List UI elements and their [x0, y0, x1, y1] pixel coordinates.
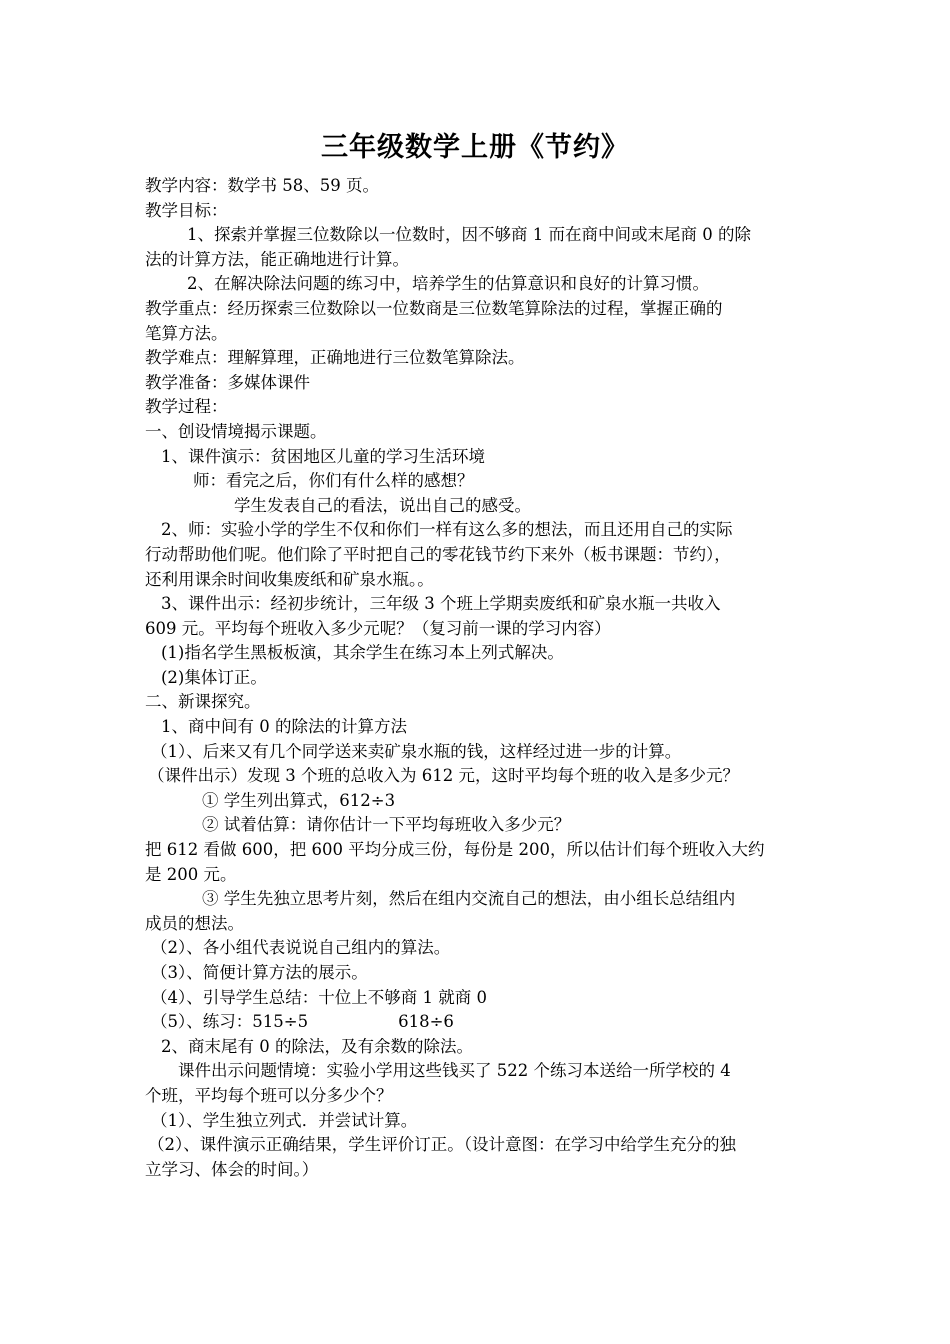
text-line: 1、探索并掌握三位数除以一位数时，因不够商 1 而在商中间或末尾商 0 的除	[187, 225, 751, 245]
text-line: 教学准备：多媒体课件	[145, 372, 310, 392]
text-line: 教学重点：经历探索三位数除以一位数商是三位数笔算除法的过程，掌握正确的	[145, 298, 723, 318]
exercise-1: （5）、练习：515÷5	[151, 1012, 309, 1032]
text-line: 个班，平均每个班可以分多少个？	[145, 1085, 393, 1105]
text-line: 2、在解决除法问题的练习中，培养学生的估算意识和良好的计算习惯。	[187, 274, 709, 294]
text-line: （2）、各小组代表说说自己组内的算法。	[151, 938, 451, 958]
text-line: 还利用课余时间收集废纸和矿泉水瓶。。	[145, 569, 434, 589]
text-line: ① 学生列出算式，612÷3	[202, 790, 396, 810]
text-line: （1）、学生独立列式．并尝试计算。	[151, 1110, 418, 1130]
text-line: 笔算方法。	[145, 323, 228, 343]
text-line: 是 200 元。	[145, 864, 237, 884]
text-line: 教学目标：	[145, 200, 228, 220]
text-line: 1、商中间有 0 的除法的计算方法	[161, 717, 407, 737]
text-line: 3、课件出示：经初步统计，三年级 3 个班上学期卖废纸和矿泉水瓶一共收入	[161, 594, 721, 614]
text-line: 师：看完之后，你们有什么样的感想？	[193, 471, 474, 491]
text-line: 学生发表自己的看法，说出自己的感受。	[234, 495, 531, 515]
text-line: 一、创设情境揭示课题。	[145, 421, 327, 441]
text-line: （2）、课件演示正确结果，学生评价订正。（设计意图：在学习中给学生充分的独	[148, 1135, 736, 1155]
text-line: 教学过程：	[145, 397, 228, 417]
text-line: 成员的想法。	[145, 913, 244, 933]
document-body	[145, 174, 810, 1182]
text-line: 行动帮助他们呢。他们除了平时把自己的零花钱节约下来外（板书课题：节约），	[145, 544, 731, 564]
text-line: 二、新课探究。	[145, 692, 261, 712]
text-line: (1)指名学生黑板板演，其余学生在练习本上列式解决。	[161, 643, 564, 663]
text-line: 1、课件演示：贫困地区儿童的学习生活环境	[161, 446, 485, 466]
text-line: （课件出示）发现 3 个班的总收入为 612 元，这时平均每个班的收入是多少元？	[148, 766, 739, 786]
text-line	[145, 1010, 810, 1035]
text-line: （4）、引导学生总结：十位上不够商 1 就商 0	[151, 987, 487, 1007]
text-line: 立学习、体会的时间。）	[145, 1159, 319, 1179]
text-line: 把 612 看做 600，把 600 平均分成三份，每份是 200，所以估计们每个班收入大约	[145, 840, 765, 860]
text-line: （1）、后来又有几个同学送来卖矿泉水瓶的钱，这样经过进一步的计算。	[151, 741, 682, 761]
text-line: 教学内容：数学书 58、59 页。	[145, 176, 379, 195]
text-line: 2、师：实验小学的学生不仅和你们一样有这么多的想法，而且还用自己的实际	[161, 520, 733, 540]
document-title: 三年级数学上册《节约》	[321, 132, 629, 163]
text-line: (2)集体订正。	[161, 667, 267, 687]
text-line: 2、商末尾有 0 的除法，及有余数的除法。	[161, 1036, 473, 1056]
text-line: 法的计算方法，能正确地进行计算。	[145, 249, 409, 269]
text-line: （3）、简便计算方法的展示。	[151, 963, 368, 982]
text-line: 教学难点：理解算理，正确地进行三位数笔算除法。	[145, 348, 525, 368]
text-line: 课件出示问题情境：实验小学用这些钱买了 522 个练习本送给一所学校的 4	[178, 1061, 731, 1081]
exercise-2: 618÷6	[398, 1012, 454, 1032]
text-line: 609 元。平均每个班收入多少元呢？（复习前一课的学习内容）	[145, 618, 611, 638]
text-line: ② 试着估算：请你估计一下平均每班收入多少元？	[202, 815, 571, 835]
text-line: ③ 学生先独立思考片刻，然后在组内交流自己的想法，由小组长总结组内	[202, 889, 736, 909]
